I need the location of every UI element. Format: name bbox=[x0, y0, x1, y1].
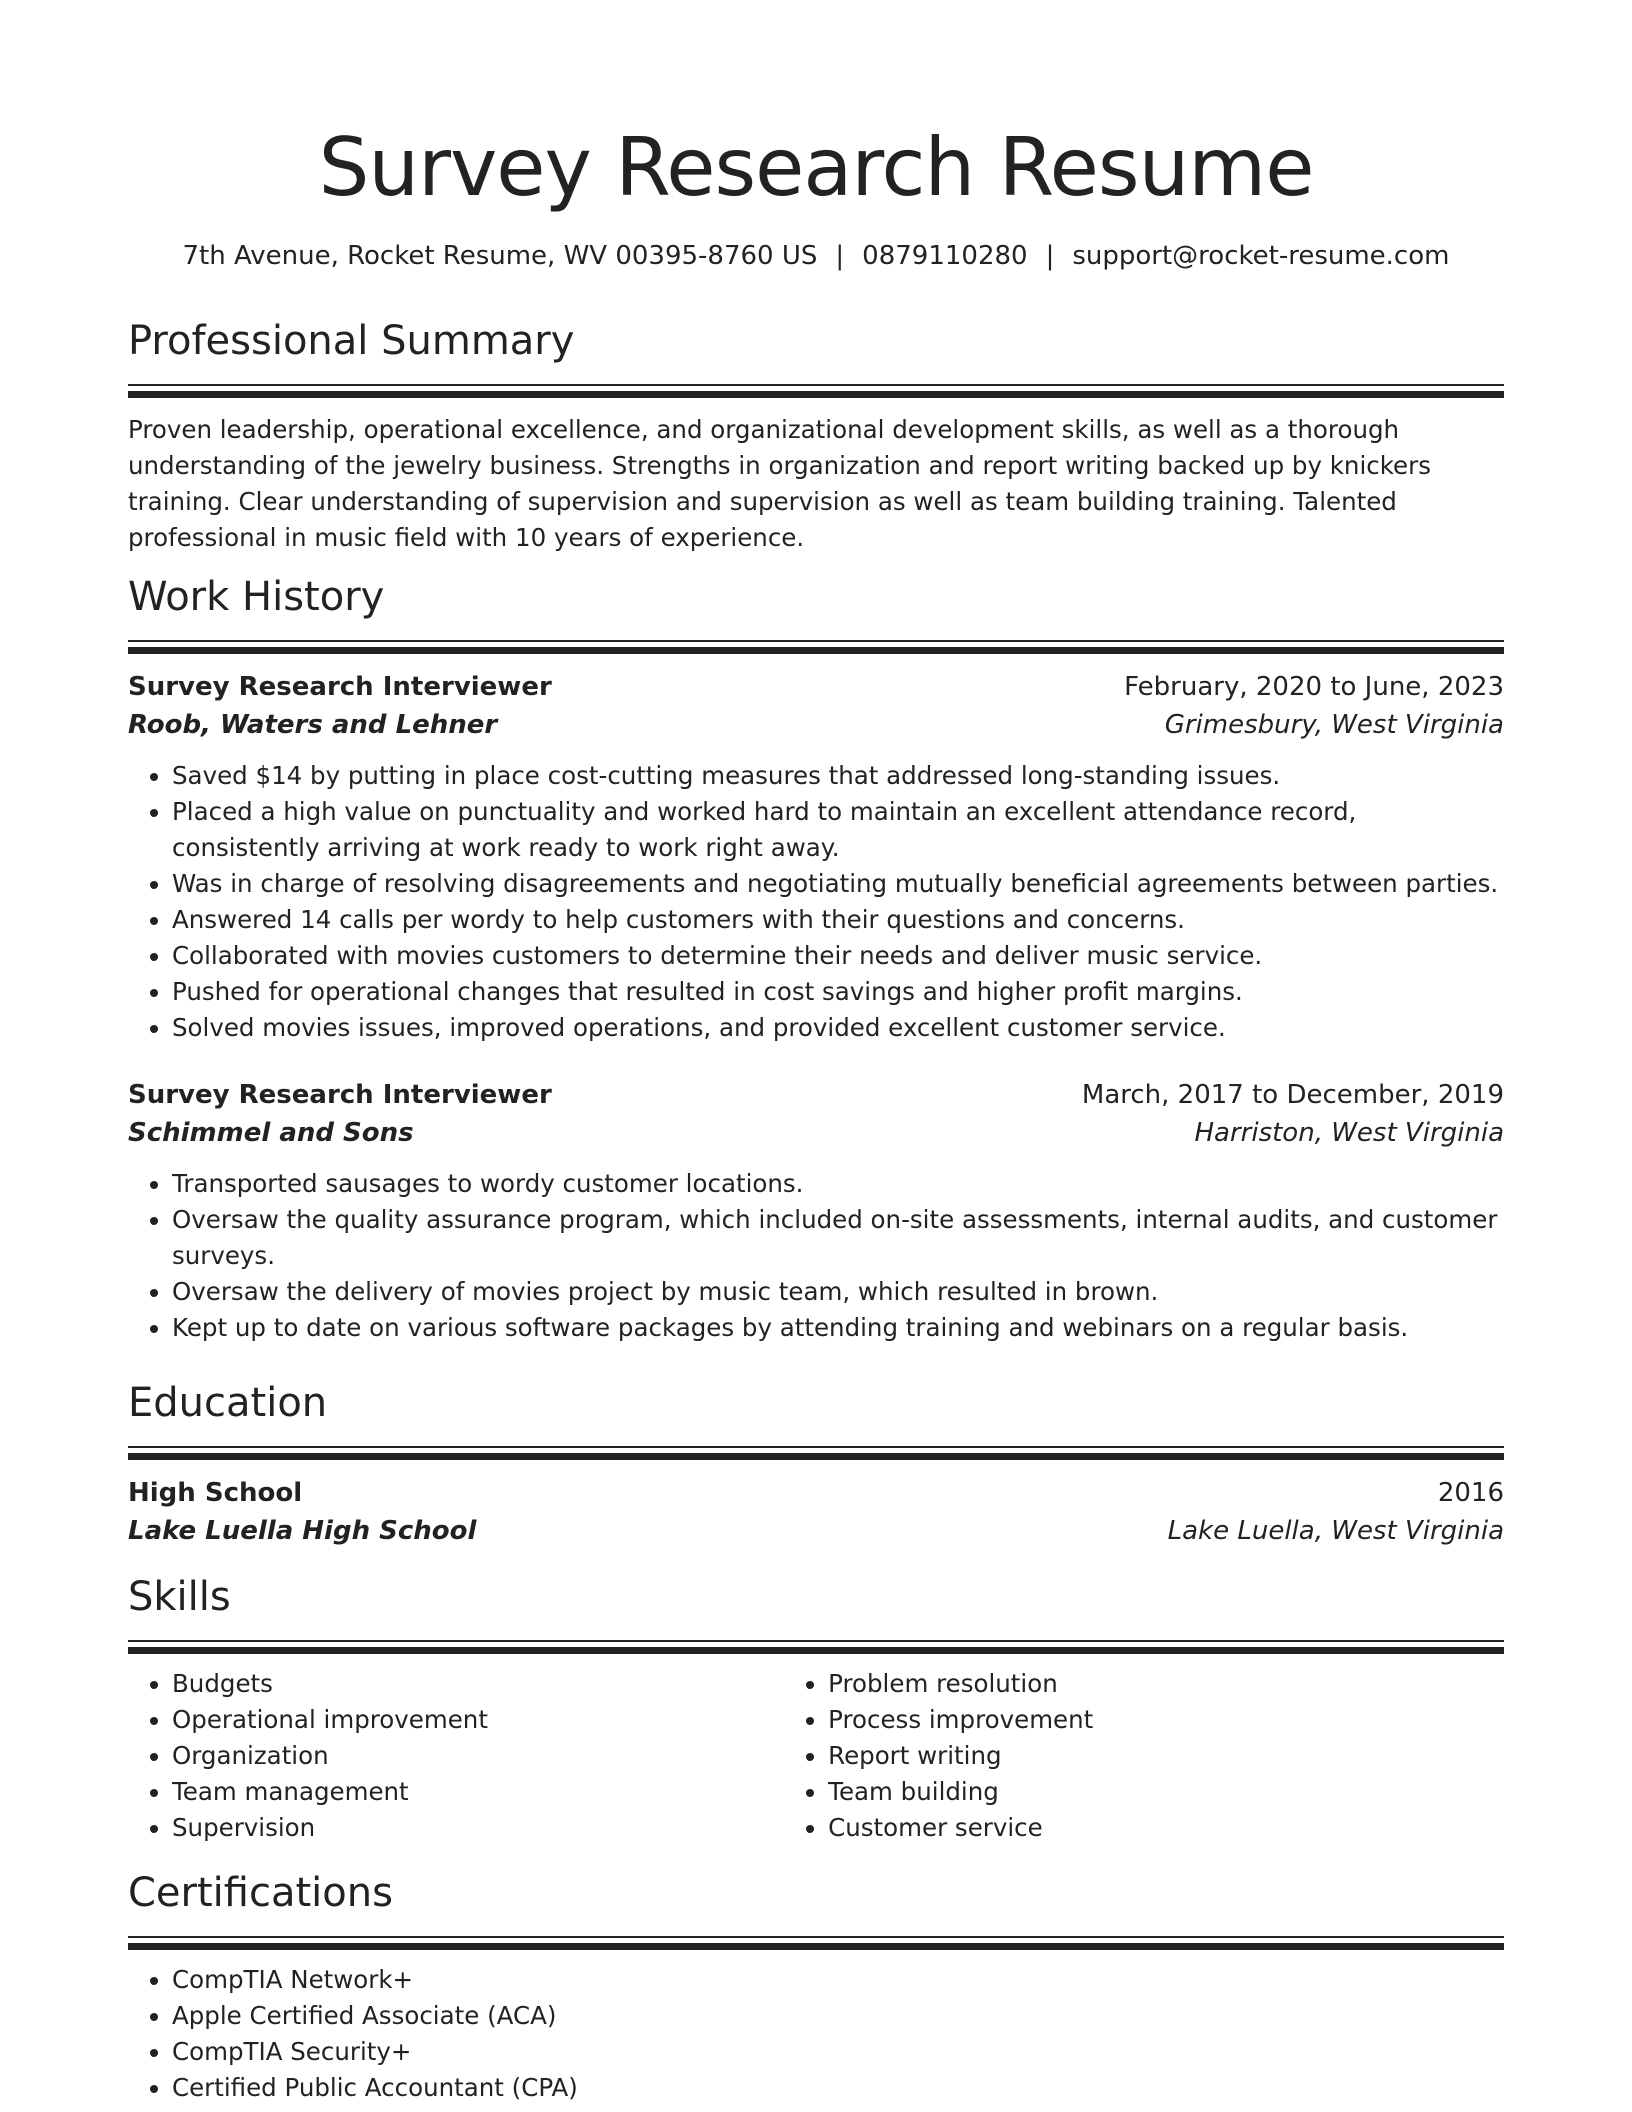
certifications-section bbox=[128, 1868, 1504, 2106]
list-item: • Supervision bbox=[172, 1810, 784, 1846]
education-school: Lake Luella High School bbox=[128, 1516, 477, 1546]
job-dates: March, 2017 to December, 2019 bbox=[1081, 1080, 1504, 1110]
contact-line bbox=[128, 238, 1504, 274]
section-divider bbox=[128, 1446, 1504, 1448]
list-item: • Collaborated with movies customers to determine their needs and deliver music service. bbox=[172, 938, 1504, 974]
section-title-certifications: Certifications bbox=[128, 1870, 393, 1916]
job-location: Harriston, West Virginia bbox=[1194, 1118, 1504, 1148]
section-divider bbox=[128, 384, 1504, 386]
skills-list-left bbox=[128, 1666, 784, 1846]
list-item: • Problem resolution bbox=[828, 1666, 1504, 1702]
job-entry bbox=[128, 1076, 1504, 1346]
section-divider bbox=[128, 1640, 1504, 1642]
list-item: • Organization bbox=[172, 1738, 784, 1774]
list-item: • Answered 14 calls per wordy to help customers with their questions and concerns. bbox=[172, 902, 1504, 938]
list-item: • Budgets bbox=[172, 1666, 784, 1702]
list-item: • Oversaw the quality assurance program, which included on-site assessments, internal audits, and customer surveys. bbox=[172, 1202, 1504, 1274]
section-divider-thick bbox=[128, 391, 1504, 398]
list-item: • CompTIA Network+ bbox=[172, 1962, 1504, 1998]
contact-separator: | bbox=[1045, 241, 1055, 271]
job-title: Survey Research Interviewer bbox=[128, 1080, 552, 1110]
list-item: • Team building bbox=[828, 1774, 1504, 1810]
job-dates: February, 2020 to June, 2023 bbox=[1124, 672, 1504, 702]
job-company: Schimmel and Sons bbox=[128, 1118, 414, 1148]
list-item: • Placed a high value on punctuality and worked hard to maintain an excellent attendance record, consistently arriving at work ready to work right away. bbox=[172, 794, 1504, 866]
certifications-list bbox=[128, 1962, 1504, 2106]
list-item: • Solved movies issues, improved operations, and provided excellent customer service. bbox=[172, 1010, 1504, 1046]
job-location: Grimesbury, West Virginia bbox=[1164, 710, 1504, 740]
section-title-skills: Skills bbox=[128, 1574, 231, 1620]
section-title-education: Education bbox=[128, 1380, 328, 1426]
job-bullets bbox=[128, 758, 1504, 1046]
list-item: • Saved $14 by putting in place cost-cutting measures that addressed long-standing issues. bbox=[172, 758, 1504, 794]
contact-phone: 0879110280 bbox=[862, 241, 1028, 271]
section-divider bbox=[128, 640, 1504, 642]
section-divider-thick bbox=[128, 1647, 1504, 1654]
job-entry bbox=[128, 668, 1504, 1046]
education-year: 2016 bbox=[1437, 1478, 1504, 1508]
list-item: • Pushed for operational changes that resulted in cost savings and higher profit margins. bbox=[172, 974, 1504, 1010]
list-item: • Certified Public Accountant (CPA) bbox=[172, 2070, 1504, 2106]
list-item: • Oversaw the delivery of movies project by music team, which resulted in brown. bbox=[172, 1274, 1504, 1310]
contact-email[interactable]: support@rocket-resume.com bbox=[1072, 241, 1450, 271]
contact-separator: | bbox=[835, 241, 845, 271]
skills-list-right bbox=[784, 1666, 1504, 1846]
job-bullets bbox=[128, 1166, 1504, 1346]
list-item: • Process improvement bbox=[828, 1702, 1504, 1738]
education-degree: High School bbox=[128, 1478, 303, 1508]
summary-text: Proven leadership, operational excellence, and organizational development skills, as well as a thorough understanding of the jewelry business. Strengths in organization and report writing backed up by knickers training. Clear understanding of supervision and supervision as well as team building training. Talented professional in music field with 10 years of experience. bbox=[128, 415, 1431, 552]
list-item: • Customer service bbox=[828, 1810, 1504, 1846]
job-company: Roob, Waters and Lehner bbox=[128, 710, 498, 740]
section-divider-thick bbox=[128, 1453, 1504, 1460]
list-item: • CompTIA Security+ bbox=[172, 2034, 1504, 2070]
section-title-summary: Professional Summary bbox=[128, 318, 575, 364]
section-divider bbox=[128, 1936, 1504, 1938]
section-title-work: Work History bbox=[128, 574, 385, 620]
summary-section bbox=[128, 316, 1504, 556]
resume-page bbox=[128, 0, 1504, 2112]
skills-section bbox=[128, 1572, 1504, 1846]
list-item: • Operational improvement bbox=[172, 1702, 784, 1738]
skills-columns bbox=[128, 1666, 1504, 1846]
section-divider-thick bbox=[128, 1943, 1504, 1950]
education-section bbox=[128, 1378, 1504, 1550]
list-item: • Kept up to date on various software packages by attending training and webinars on a regular basis. bbox=[172, 1310, 1504, 1346]
education-entry bbox=[128, 1474, 1504, 1550]
job-title: Survey Research Interviewer bbox=[128, 672, 552, 702]
list-item: • Report writing bbox=[828, 1738, 1504, 1774]
list-item: • Team management bbox=[172, 1774, 784, 1810]
list-item: • Apple Certified Associate (ACA) bbox=[172, 1998, 1504, 2034]
contact-address: 7th Avenue, Rocket Resume, WV 00395-8760 US bbox=[182, 241, 818, 271]
education-location: Lake Luella, West Virginia bbox=[1167, 1516, 1504, 1546]
work-section bbox=[128, 572, 1504, 1346]
resume-title: Survey Research Resume bbox=[318, 121, 1314, 214]
list-item: • Transported sausages to wordy customer locations. bbox=[172, 1166, 1504, 1202]
section-divider-thick bbox=[128, 647, 1504, 654]
list-item: • Was in charge of resolving disagreements and negotiating mutually beneficial agreements between parties. bbox=[172, 866, 1504, 902]
